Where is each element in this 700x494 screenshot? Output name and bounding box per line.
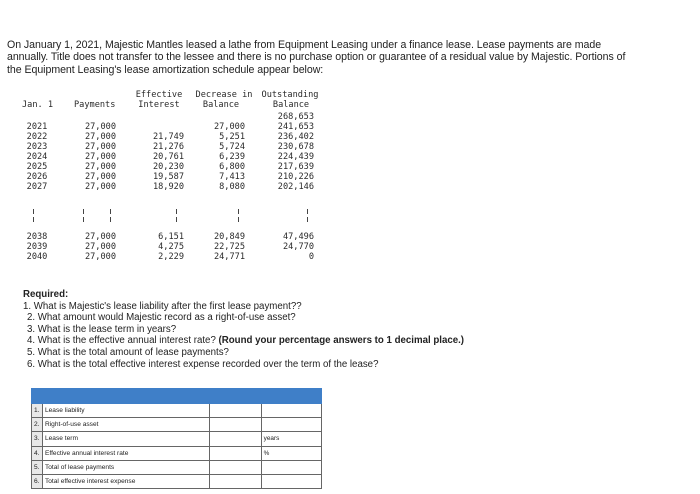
schedule-row-payment: 27,000 <box>84 132 116 142</box>
intro-line-3: the Equipment Leasing's lease amortization schedule appear below: <box>7 63 324 76</box>
header-outstanding-bottom: Balance <box>272 100 310 110</box>
question-4-instruction: (Round your percentage answers to 1 decimal place.) <box>218 335 465 347</box>
header-effective-interest-bottom: Interest <box>138 100 180 110</box>
answer-unit: years <box>261 432 321 446</box>
answer-input[interactable] <box>209 474 261 488</box>
schedule-row-payment: 27,000 <box>84 122 116 132</box>
answer-row-number: 4. <box>32 446 43 460</box>
schedule-row-decrease: 24,771 <box>213 252 245 262</box>
intro-line-2: annually. Title does not transfer to the lessee and there is no purchase option or guarantee of a residual value by Majestic. Portions of <box>7 51 626 64</box>
header-payments: Payments <box>74 100 116 110</box>
question-4 <box>23 335 464 347</box>
schedule-row-interest: 21,749 <box>152 132 184 142</box>
schedule-row-balance: 230,678 <box>277 142 314 152</box>
schedule-row-year: 2022 <box>26 132 48 142</box>
schedule-row-interest: 2,229 <box>158 252 184 262</box>
schedule-row-interest: 20,761 <box>152 152 184 162</box>
answer-row <box>32 418 322 432</box>
answer-unit <box>261 418 321 432</box>
question-1: 1. What is Majestic's lease liability after the first lease payment?? <box>23 300 302 312</box>
answer-row <box>32 404 322 418</box>
answer-table-header <box>32 389 322 404</box>
schedule-row-balance: 224,439 <box>277 152 314 162</box>
schedule-row-year: 2039 <box>26 242 48 252</box>
question-4-text: 4. What is the effective annual interest rate? <box>27 335 216 347</box>
answer-row-number: 5. <box>32 460 43 474</box>
schedule-row-balance: 0 <box>308 252 314 262</box>
answer-row <box>32 446 322 460</box>
schedule-row-year: 2040 <box>26 252 48 262</box>
schedule-row-decrease: 27,000 <box>213 122 245 132</box>
answer-row-label: Lease liability <box>42 404 209 418</box>
schedule-row-decrease: 8,080 <box>219 182 245 192</box>
answer-row-label: Right-of-use asset <box>42 418 209 432</box>
schedule-row-balance: 24,770 <box>282 242 314 252</box>
answer-row <box>32 432 322 446</box>
schedule-row-payment: 27,000 <box>84 152 116 162</box>
schedule-row-decrease: 22,725 <box>213 242 245 252</box>
answer-row-label: Total of lease payments <box>42 460 209 474</box>
required-title: Required: <box>23 289 69 300</box>
schedule-row-decrease: 20,849 <box>213 232 245 242</box>
answer-input[interactable] <box>209 432 261 446</box>
answer-input[interactable] <box>209 446 261 460</box>
answer-unit <box>261 474 321 488</box>
schedule-row-decrease: 5,251 <box>219 132 245 142</box>
schedule-row-balance: 202,146 <box>277 182 314 192</box>
answer-unit <box>261 460 321 474</box>
answer-unit <box>261 404 321 418</box>
schedule-row-payment: 27,000 <box>84 242 116 252</box>
schedule-row-payment: 27,000 <box>84 142 116 152</box>
intro-line-1: On January 1, 2021, Majestic Mantles leased a lathe from Equipment Leasing under a finance lease. Lease payments are made <box>7 39 602 51</box>
required-section <box>23 289 464 370</box>
answer-row-number: 6. <box>32 474 43 488</box>
schedule-row-interest: 6,151 <box>158 232 184 242</box>
schedule-row-decrease: 5,724 <box>219 142 245 152</box>
question-2: 2. What amount would Majestic record as a right-of-use asset? <box>27 312 296 324</box>
header-jan1: Jan. 1 <box>22 100 54 110</box>
problem-intro <box>7 39 697 76</box>
schedule-row-payment: 27,000 <box>84 252 116 262</box>
schedule-row-decrease: 7,413 <box>219 172 245 182</box>
schedule-row-year: 2027 <box>26 182 48 192</box>
schedule-row-interest: 20,230 <box>152 162 184 172</box>
schedule-row-year: 2024 <box>26 152 48 162</box>
schedule-row-payment: 27,000 <box>84 232 116 242</box>
schedule-row-payment: 27,000 <box>84 162 116 172</box>
header-decrease-top: Decrease in <box>195 90 253 100</box>
schedule-row-payment: 27,000 <box>84 172 116 182</box>
schedule-row-interest: 21,276 <box>152 142 184 152</box>
schedule-row-year: 2021 <box>26 122 48 132</box>
answer-input[interactable] <box>209 418 261 432</box>
schedule-row-payment: 27,000 <box>84 182 116 192</box>
answer-row-label: Effective annual interest rate <box>42 446 209 460</box>
answer-input[interactable] <box>209 460 261 474</box>
header-decrease-bottom: Balance <box>202 100 240 110</box>
schedule-row-interest: 18,920 <box>152 182 184 192</box>
schedule-row-interest: 4,275 <box>158 242 184 252</box>
answer-input[interactable] <box>209 404 261 418</box>
answer-table <box>31 388 322 489</box>
schedule-row-year: 2026 <box>26 172 48 182</box>
schedule-row-decrease: 6,239 <box>219 152 245 162</box>
header-outstanding-top: Outstanding <box>261 90 319 100</box>
schedule-row-balance: 47,496 <box>282 232 314 242</box>
answer-row-number: 2. <box>32 418 43 432</box>
answer-row-label: Lease term <box>42 432 209 446</box>
answer-row-number: 1. <box>32 404 43 418</box>
schedule-row-balance: 210,226 <box>277 172 314 182</box>
schedule-row-balance: 236,402 <box>277 132 314 142</box>
schedule-row-balance: 241,653 <box>277 122 314 132</box>
question-5: 5. What is the total amount of lease payments? <box>27 346 229 358</box>
question-3: 3. What is the lease term in years? <box>27 323 177 335</box>
opening-balance: 268,653 <box>277 112 314 122</box>
answer-unit: % <box>261 446 321 460</box>
schedule-row-year: 2025 <box>26 162 48 172</box>
question-6: 6. What is the total effective interest expense recorded over the term of the lease? <box>27 358 379 370</box>
schedule-row-year: 2023 <box>26 142 48 152</box>
schedule-row-balance: 217,639 <box>277 162 314 172</box>
answer-row <box>32 460 322 474</box>
schedule-row-year: 2038 <box>26 232 48 242</box>
schedule-row-interest: 19,587 <box>152 172 184 182</box>
header-effective-interest-top: Effective <box>135 90 183 100</box>
answer-row <box>32 474 322 488</box>
answer-row-number: 3. <box>32 432 43 446</box>
schedule-row-decrease: 6,800 <box>219 162 245 172</box>
answer-row-label: Total effective interest expense <box>42 474 209 488</box>
